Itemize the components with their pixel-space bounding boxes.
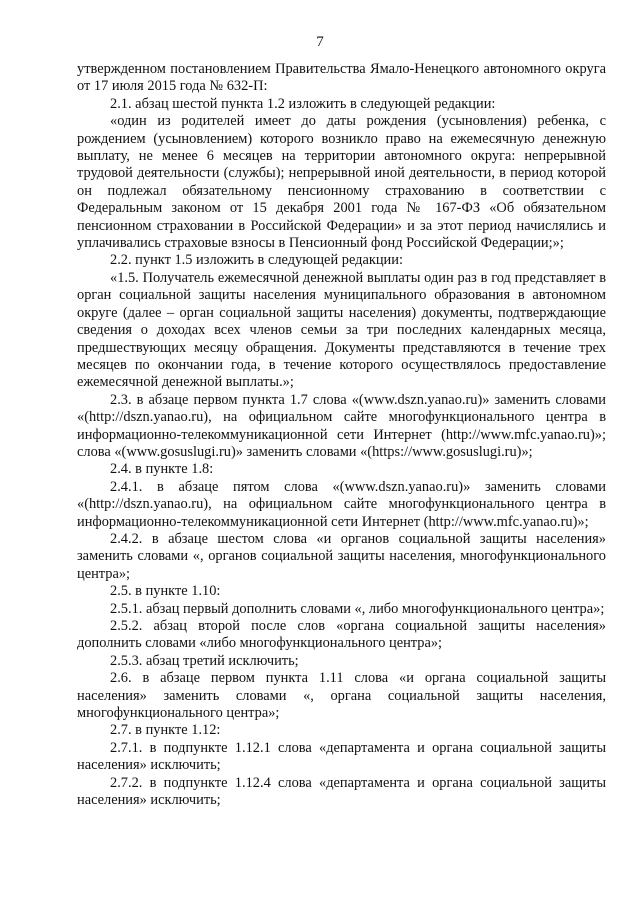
- document-body: [77, 61, 606, 809]
- paragraph-quote-1-5: «1.5. Получатель ежемесячной денежной выплаты один раз в год представляет в орган социальной защиты населения муниципального образования в автономном округе (далее – орган социальной защиты населения) документы, подтверждающие сведения о доходах всех членов семьи за три последних календарных месяца, предшествующих месяцу обращения. Документы представляются в течение трех месяцев по окончании года, в течение которого осуществлялось предоставление ежемесячной денежной выплаты.»;: [77, 269, 606, 391]
- page-number: 7: [316, 34, 324, 50]
- paragraph-2-4: 2.4. в пункте 1.8:: [110, 461, 214, 478]
- paragraph-2-5-2: 2.5.2. абзац второй после слов «органа социальной защиты населения» дополнить словами «либо многофункционального центра»;: [77, 618, 606, 652]
- paragraph-2-6: 2.6. в абзаце первом пункта 1.11 слова «и органа социальной защиты населения» заменить словами «, органа социальной защиты населения, многофункционального центра»;: [77, 670, 606, 722]
- paragraph-2-3: 2.3. в абзаце первом пункта 1.7 слова «(www.dszn.yanao.ru)» заменить словами «(http://dszn.yanao.ru), на официальном сайте многофункционального центра в информационно-телекоммуникационной сети Интернет (http://www.mfc.yanao.ru)»; слова «(www.gosuslugi.ru)» заменить словами «(https://www.gosuslugi.ru)»;: [77, 391, 606, 460]
- paragraph-2-7-1: 2.7.1. в подпункте 1.12.1 слова «департамента и органа социальной защиты населения» исключить;: [77, 739, 606, 774]
- paragraph-2-2: 2.2. пункт 1.5 изложить в следующей редакции:: [110, 252, 403, 269]
- paragraph-2-1: 2.1. абзац шестой пункта 1.2 изложить в следующей редакции:: [110, 95, 496, 112]
- paragraph-2-5: 2.5. в пункте 1.10:: [110, 583, 221, 600]
- paragraph-2-7-2: 2.7.2. в подпункте 1.12.4 слова «департамента и органа социальной защиты населения» исключить;: [77, 774, 606, 809]
- paragraph-quote-parent-condition: «один из родителей имеет до даты рождения (усыновления) ребенка, с рождением (усыновлением) которого возникло право на ежемесячную денежную выплату, не менее 6 месяцев на территории автономного округа: непрерывной трудовой деятельности (службы); непрерывной иной деятельности, в период которой он подлежал обязательному пенсионному страхованию в соответствии с Федеральным законом от 15 декабря 2001 года № 167-ФЗ «Об обязательном пенсионном страховании в Российской Федерации» и за этот период начислялись и уплачивались страховые взносы в Пенсионный фонд Российской Федерации;»;: [77, 113, 606, 252]
- paragraph-decree-reference: утвержденном постановлением Правительства Ямало-Ненецкого автономного округа от 17 июля 2015 года № 632-П:: [77, 61, 606, 95]
- paragraph-2-5-3: 2.5.3. абзац третий исключить;: [110, 652, 299, 669]
- paragraph-2-5-1: 2.5.1. абзац первый дополнить словами «, либо многофункционального центра»;: [110, 600, 605, 617]
- paragraph-2-7: 2.7. в пункте 1.12:: [110, 722, 221, 739]
- paragraph-2-4-2: 2.4.2. в абзаце шестом слова «и органов социальной защиты населения» заменить словами «, органов социальной защиты населения, многофункционального центра»;: [77, 530, 606, 582]
- paragraph-2-4-1: 2.4.1. в абзаце пятом слова «(www.dszn.yanao.ru)» заменить словами «(http://dszn.yanao.ru), на официальном сайте многофункционального центра в информационно-телекоммуникационной сети Интернет (http://www.mfc.yanao.ru)»;: [77, 478, 606, 530]
